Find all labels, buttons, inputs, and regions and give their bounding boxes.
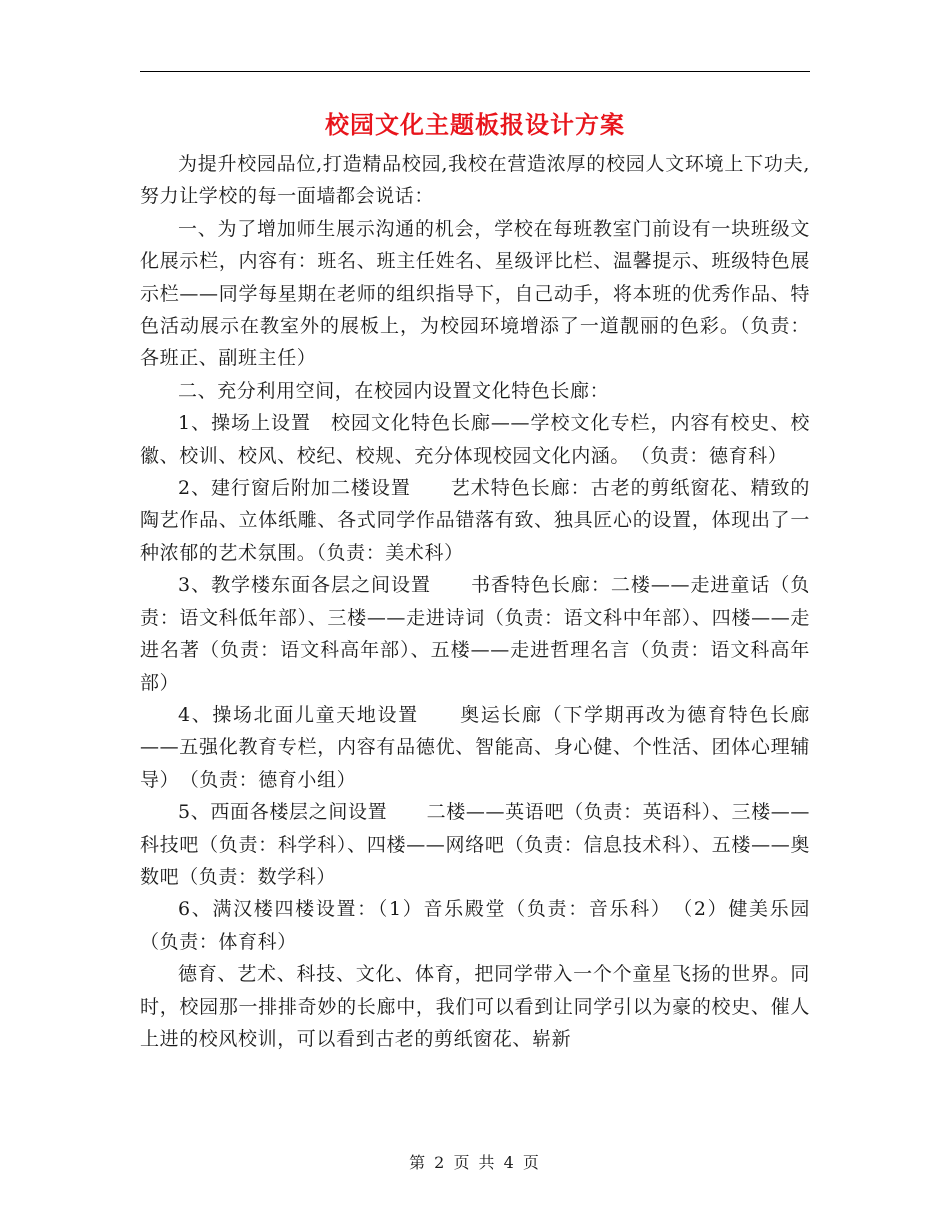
paragraph-section-1: 一、为了增加师生展示沟通的机会，学校在每班教室门前设有一块班级文化展示栏，内容有：班名、班主任姓名、星级评比栏、温馨提示、班级特色展示栏——同学每星期在老师的组织指导下，自己动手，将本班的优秀作品、特色活动展示在教室外的展板上，为校园环境增添了一道靓丽的色彩。（负责：各班正、副班主任） [140,217,810,370]
page-footer: 第 2 页 共 4 页 [409,1153,541,1172]
paragraph-item-2: 2、建行窗后附加二楼设置 艺术特色长廊：古老的剪纸窗花、精致的陶艺作品、立体纸雕、各式同学作品错落有致、独具匠心的设置，体现出了一种浓郁的艺术氛围。（负责：美术科） [140,477,810,564]
paragraph-item-4: 4、操场北面儿童天地设置 奥运长廊（下学期再改为德育特色长廊——五强化教育专栏，内容有品德优、智能高、身心健、个性活、团体心理辅导） （负责：德育小组） [140,703,810,791]
paragraph-item-3: 3、教学楼东面各层之间设置 书香特色长廊：二楼——走进童话（负责：语文科低年部）、三楼——走进诗词（负责：语文科中年部）、四楼——走进名著（负责：语文科高年部）、五楼——走进哲理名言（负责：语文科高年部） [140,574,810,694]
paragraph-intro: 为提升校园品位,打造精品校园,我校在营造浓厚的校园人文环境上下功夫,努力让学校的每一面墙都会说话： [140,153,810,208]
paragraph-item-1: 1、操场上设置 校园文化特色长廊——学校文化专栏，内容有校史、校徽、校训、校风、校纪、校规、充分体现校园文化内涵。 （负责：德育科） [140,412,810,467]
paragraph-item-6: 6、满汉楼四楼设置：（1）音乐殿堂（负责：音乐科） （2）健美乐园（负责：体育科） [140,898,810,953]
document-title: 校园文化主题板报设计方案 [325,110,625,139]
paragraph-item-5: 5、西面各楼层之间设置 二楼——英语吧（负责：英语科）、三楼——科技吧（负责：科学科）、四楼——网络吧（负责：信息技术科）、五楼——奥数吧（负责：数学科） [140,801,810,888]
header-rule [140,71,810,72]
document-body [140,148,810,1055]
paragraph-section-2: 二、充分利用空间，在校园内设置文化特色长廊： [178,379,610,402]
paragraph-conclusion: 德育、艺术、科技、文化、体育，把同学带入一个个童星飞扬的世界。同时，校园那一排排奇妙的长廊中，我们可以看到让同学引以为豪的校史、催人上进的校风校训，可以看到古老的剪纸窗花、崭新 [140,963,810,1050]
